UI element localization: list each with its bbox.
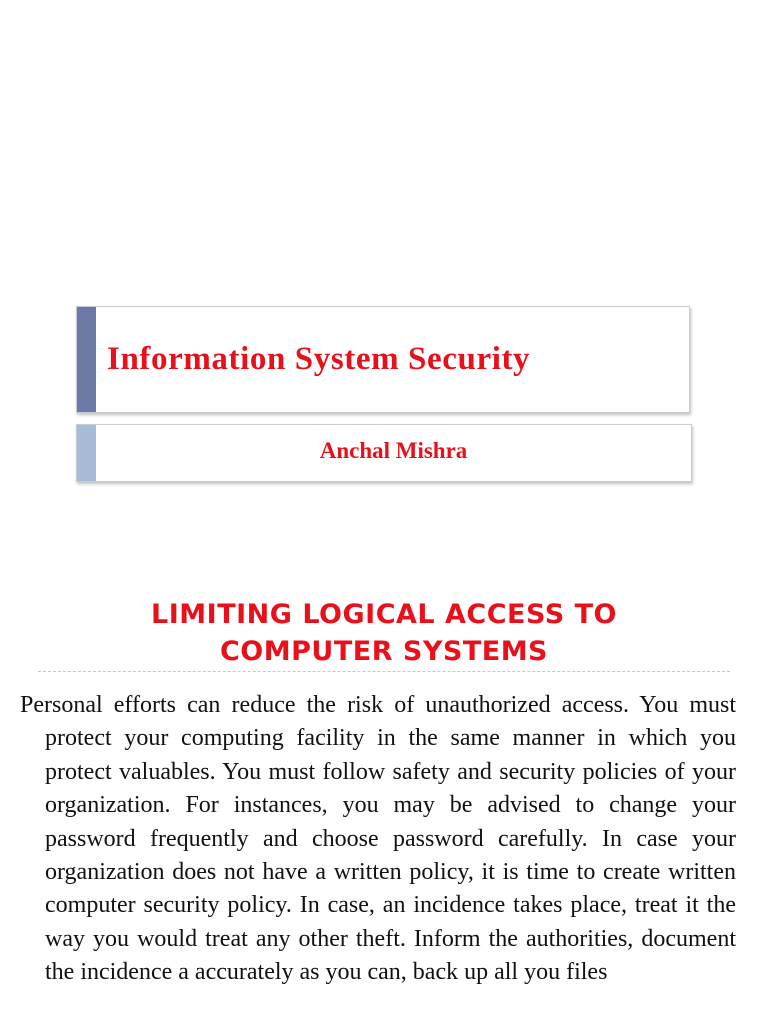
heading-line-1: LIMITING LOGICAL ACCESS TO — [151, 599, 617, 630]
body-paragraph: Personal efforts can reduce the risk of unauthorized access. You must protect your computing facility in the same manner in which you protect valuables. You must follow safety and security policies of your organization. For instances, you may be advised to change your password frequently and choose password carefully. In case your organization does not have a written policy, it is time to create written computer security policy. In case, an incidence takes place, treat it the way you would treat any other theft. Inform the authorities, document the incidence a accurately as you can, back up all you files — [20, 692, 736, 986]
subtitle-box — [76, 424, 692, 482]
heading-line-2: COMPUTER SYSTEMS — [219, 636, 549, 667]
title-box — [76, 306, 690, 413]
title-accent-bar — [77, 307, 96, 412]
author-name: Anchal Mishra — [319, 438, 468, 463]
dotted-divider — [38, 671, 730, 672]
slide-title: Information System Security — [107, 341, 531, 377]
section-heading — [0, 596, 768, 670]
